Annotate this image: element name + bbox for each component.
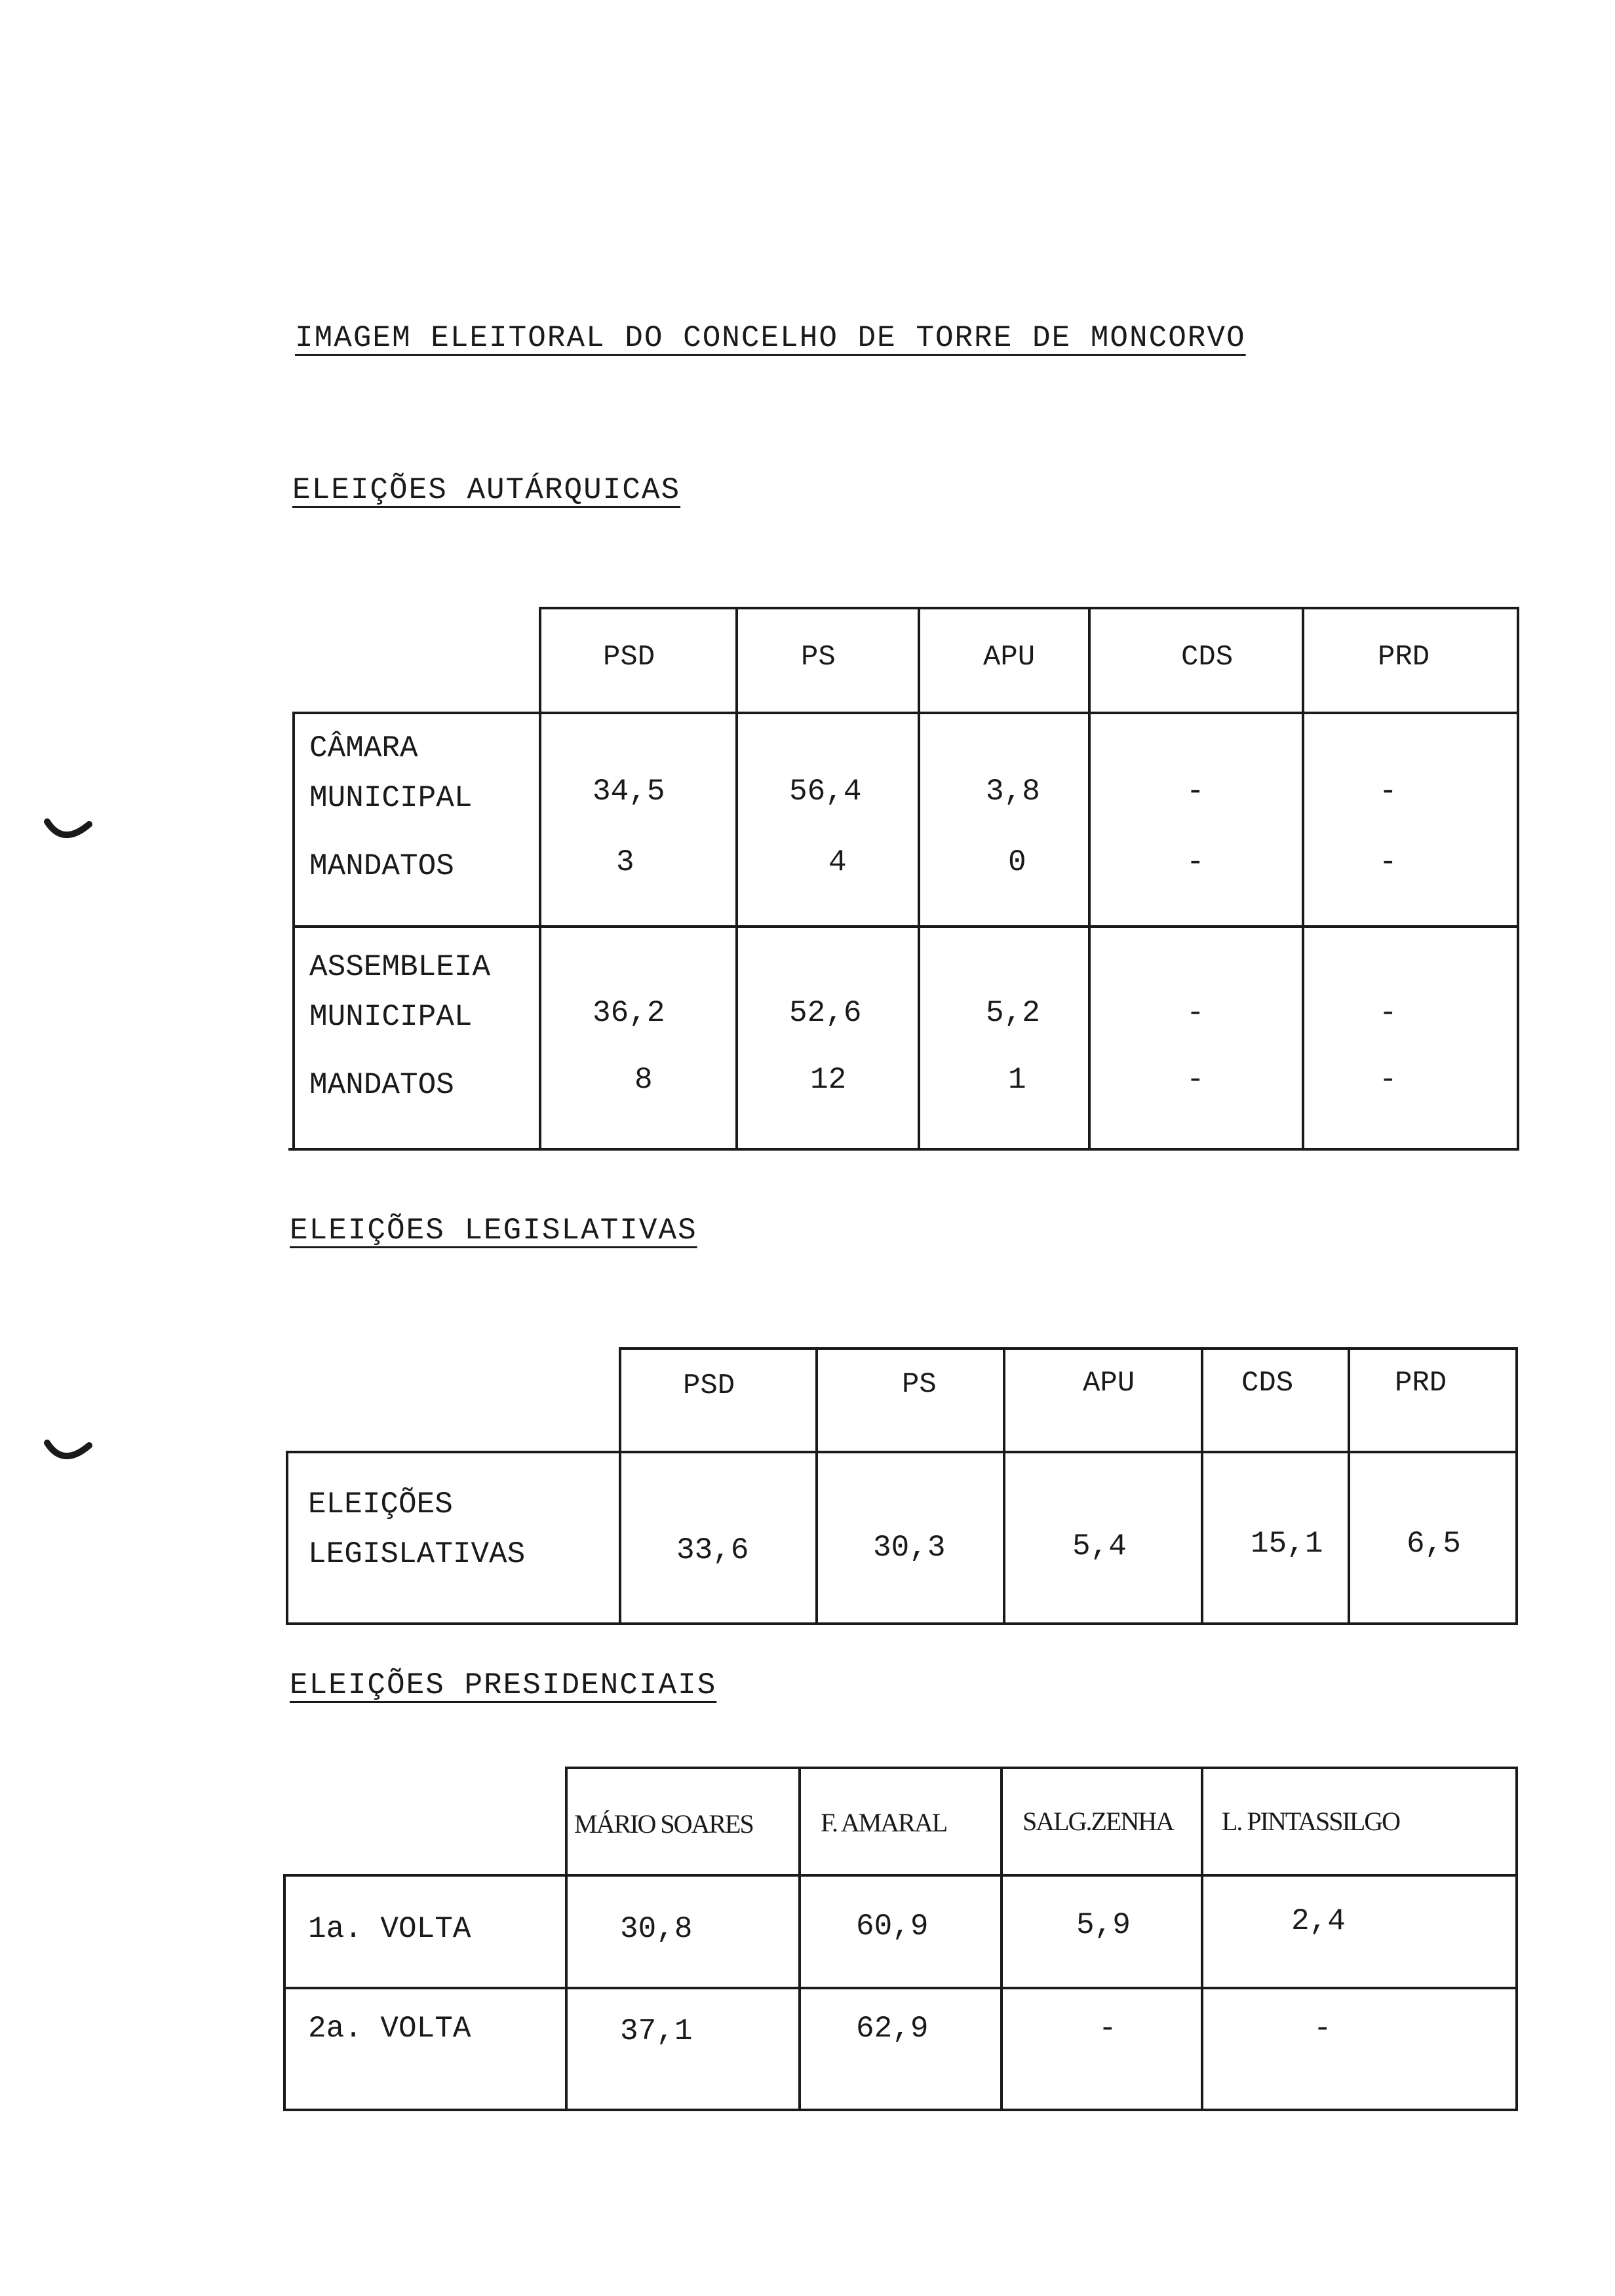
presidenciais-row1-pintassilgo: 2,4 (1291, 1904, 1346, 1938)
assembleia-value-apu: 5,2 (986, 996, 1040, 1030)
legislativas-header-apu: APU (1083, 1367, 1135, 1400)
presidenciais-row1-soares: 30,8 (620, 1912, 693, 1946)
legislativas-label-1: ELEIÇÕES (308, 1487, 453, 1521)
legislativas-header-prd: PRD (1395, 1367, 1447, 1400)
presidenciais-row2-amaral: 62,9 (856, 2012, 929, 2046)
legislativas-heading: ELEIÇÕES LEGISLATIVAS (290, 1214, 697, 1248)
assembleia-mandatos-apu: 1 (1008, 1063, 1026, 1097)
assembleia-value-ps: 52,6 (789, 996, 862, 1030)
presidenciais-header-soares: MÁRIO SOARES (574, 1809, 753, 1839)
autarquicas-header-psd: PSD (603, 641, 655, 674)
camara-mandatos-psd: 3 (616, 845, 634, 879)
presidenciais-heading: ELEIÇÕES PRESIDENCIAIS (290, 1668, 717, 1702)
assembleia-value-cds: - (1186, 996, 1205, 1030)
legislativas-header-cds: CDS (1241, 1367, 1294, 1400)
punch-hole-mark-1 (43, 813, 96, 852)
autarquicas-header-ps: PS (801, 641, 836, 674)
presidenciais-row2-pintassilgo: - (1313, 2012, 1332, 2046)
legislativas-value-cds: 15,1 (1251, 1527, 1323, 1561)
camara-mandatos-cds: - (1186, 845, 1205, 879)
autarquicas-heading: ELEIÇÕES AUTÁRQUICAS (292, 473, 681, 507)
assembleia-value-prd: - (1379, 996, 1397, 1030)
assembleia-mandatos-psd: 8 (634, 1063, 653, 1097)
legislativas-label-2: LEGISLATIVAS (308, 1537, 526, 1571)
camara-value-cds: - (1186, 775, 1205, 809)
legislativas-value-ps: 30,3 (873, 1531, 946, 1565)
presidenciais-row1-label: 1a. VOLTA (308, 1912, 471, 1946)
presidenciais-row1-amaral: 60,9 (856, 1909, 929, 1943)
autarquicas-header-cds: CDS (1181, 641, 1234, 674)
presidenciais-row1-zenha: 5,9 (1076, 1908, 1131, 1942)
presidenciais-header-zenha: SALG.ZENHA (1022, 1807, 1173, 1836)
assembleia-mandatos-label: MANDATOS (309, 1068, 454, 1102)
camara-value-ps: 56,4 (789, 775, 862, 809)
assembleia-mandatos-cds: - (1186, 1063, 1205, 1097)
legislativas-value-psd: 33,6 (676, 1533, 749, 1567)
legislativas-header-ps: PS (902, 1368, 937, 1401)
presidenciais-header-pintassilgo: L. PINTASSILGO (1222, 1807, 1400, 1836)
camara-mandatos-label: MANDATOS (309, 849, 454, 883)
presidenciais-header-amaral: F. AMARAL (821, 1808, 947, 1837)
camara-mandatos-ps: 4 (828, 845, 847, 879)
punch-hole-mark-2 (43, 1434, 96, 1473)
page-title: IMAGEM ELEITORAL DO CONCELHO DE TORRE DE MONCORVO (295, 321, 1246, 355)
assembleia-label-2: MUNICIPAL (309, 1000, 473, 1034)
camara-value-psd: 34,5 (593, 775, 665, 809)
assembleia-mandatos-ps: 12 (810, 1063, 847, 1097)
presidenciais-row2-label: 2a. VOLTA (308, 2012, 471, 2046)
autarquicas-header-prd: PRD (1378, 641, 1430, 674)
camara-label-1: CÂMARA (309, 731, 418, 765)
camara-mandatos-prd: - (1379, 845, 1397, 879)
assembleia-label-1: ASSEMBLEIA (309, 950, 491, 984)
camara-label-2: MUNICIPAL (309, 781, 473, 815)
camara-value-apu: 3,8 (986, 775, 1040, 809)
camara-mandatos-apu: 0 (1008, 845, 1026, 879)
legislativas-value-apu: 5,4 (1072, 1529, 1127, 1563)
legislativas-value-prd: 6,5 (1407, 1527, 1461, 1561)
assembleia-mandatos-prd: - (1379, 1063, 1397, 1097)
presidenciais-row2-soares: 37,1 (620, 2014, 693, 2048)
presidenciais-row2-zenha: - (1099, 2012, 1117, 2046)
camara-value-prd: - (1379, 775, 1397, 809)
legislativas-header-psd: PSD (683, 1369, 735, 1402)
assembleia-value-psd: 36,2 (593, 996, 665, 1030)
autarquicas-header-apu: APU (983, 641, 1036, 674)
